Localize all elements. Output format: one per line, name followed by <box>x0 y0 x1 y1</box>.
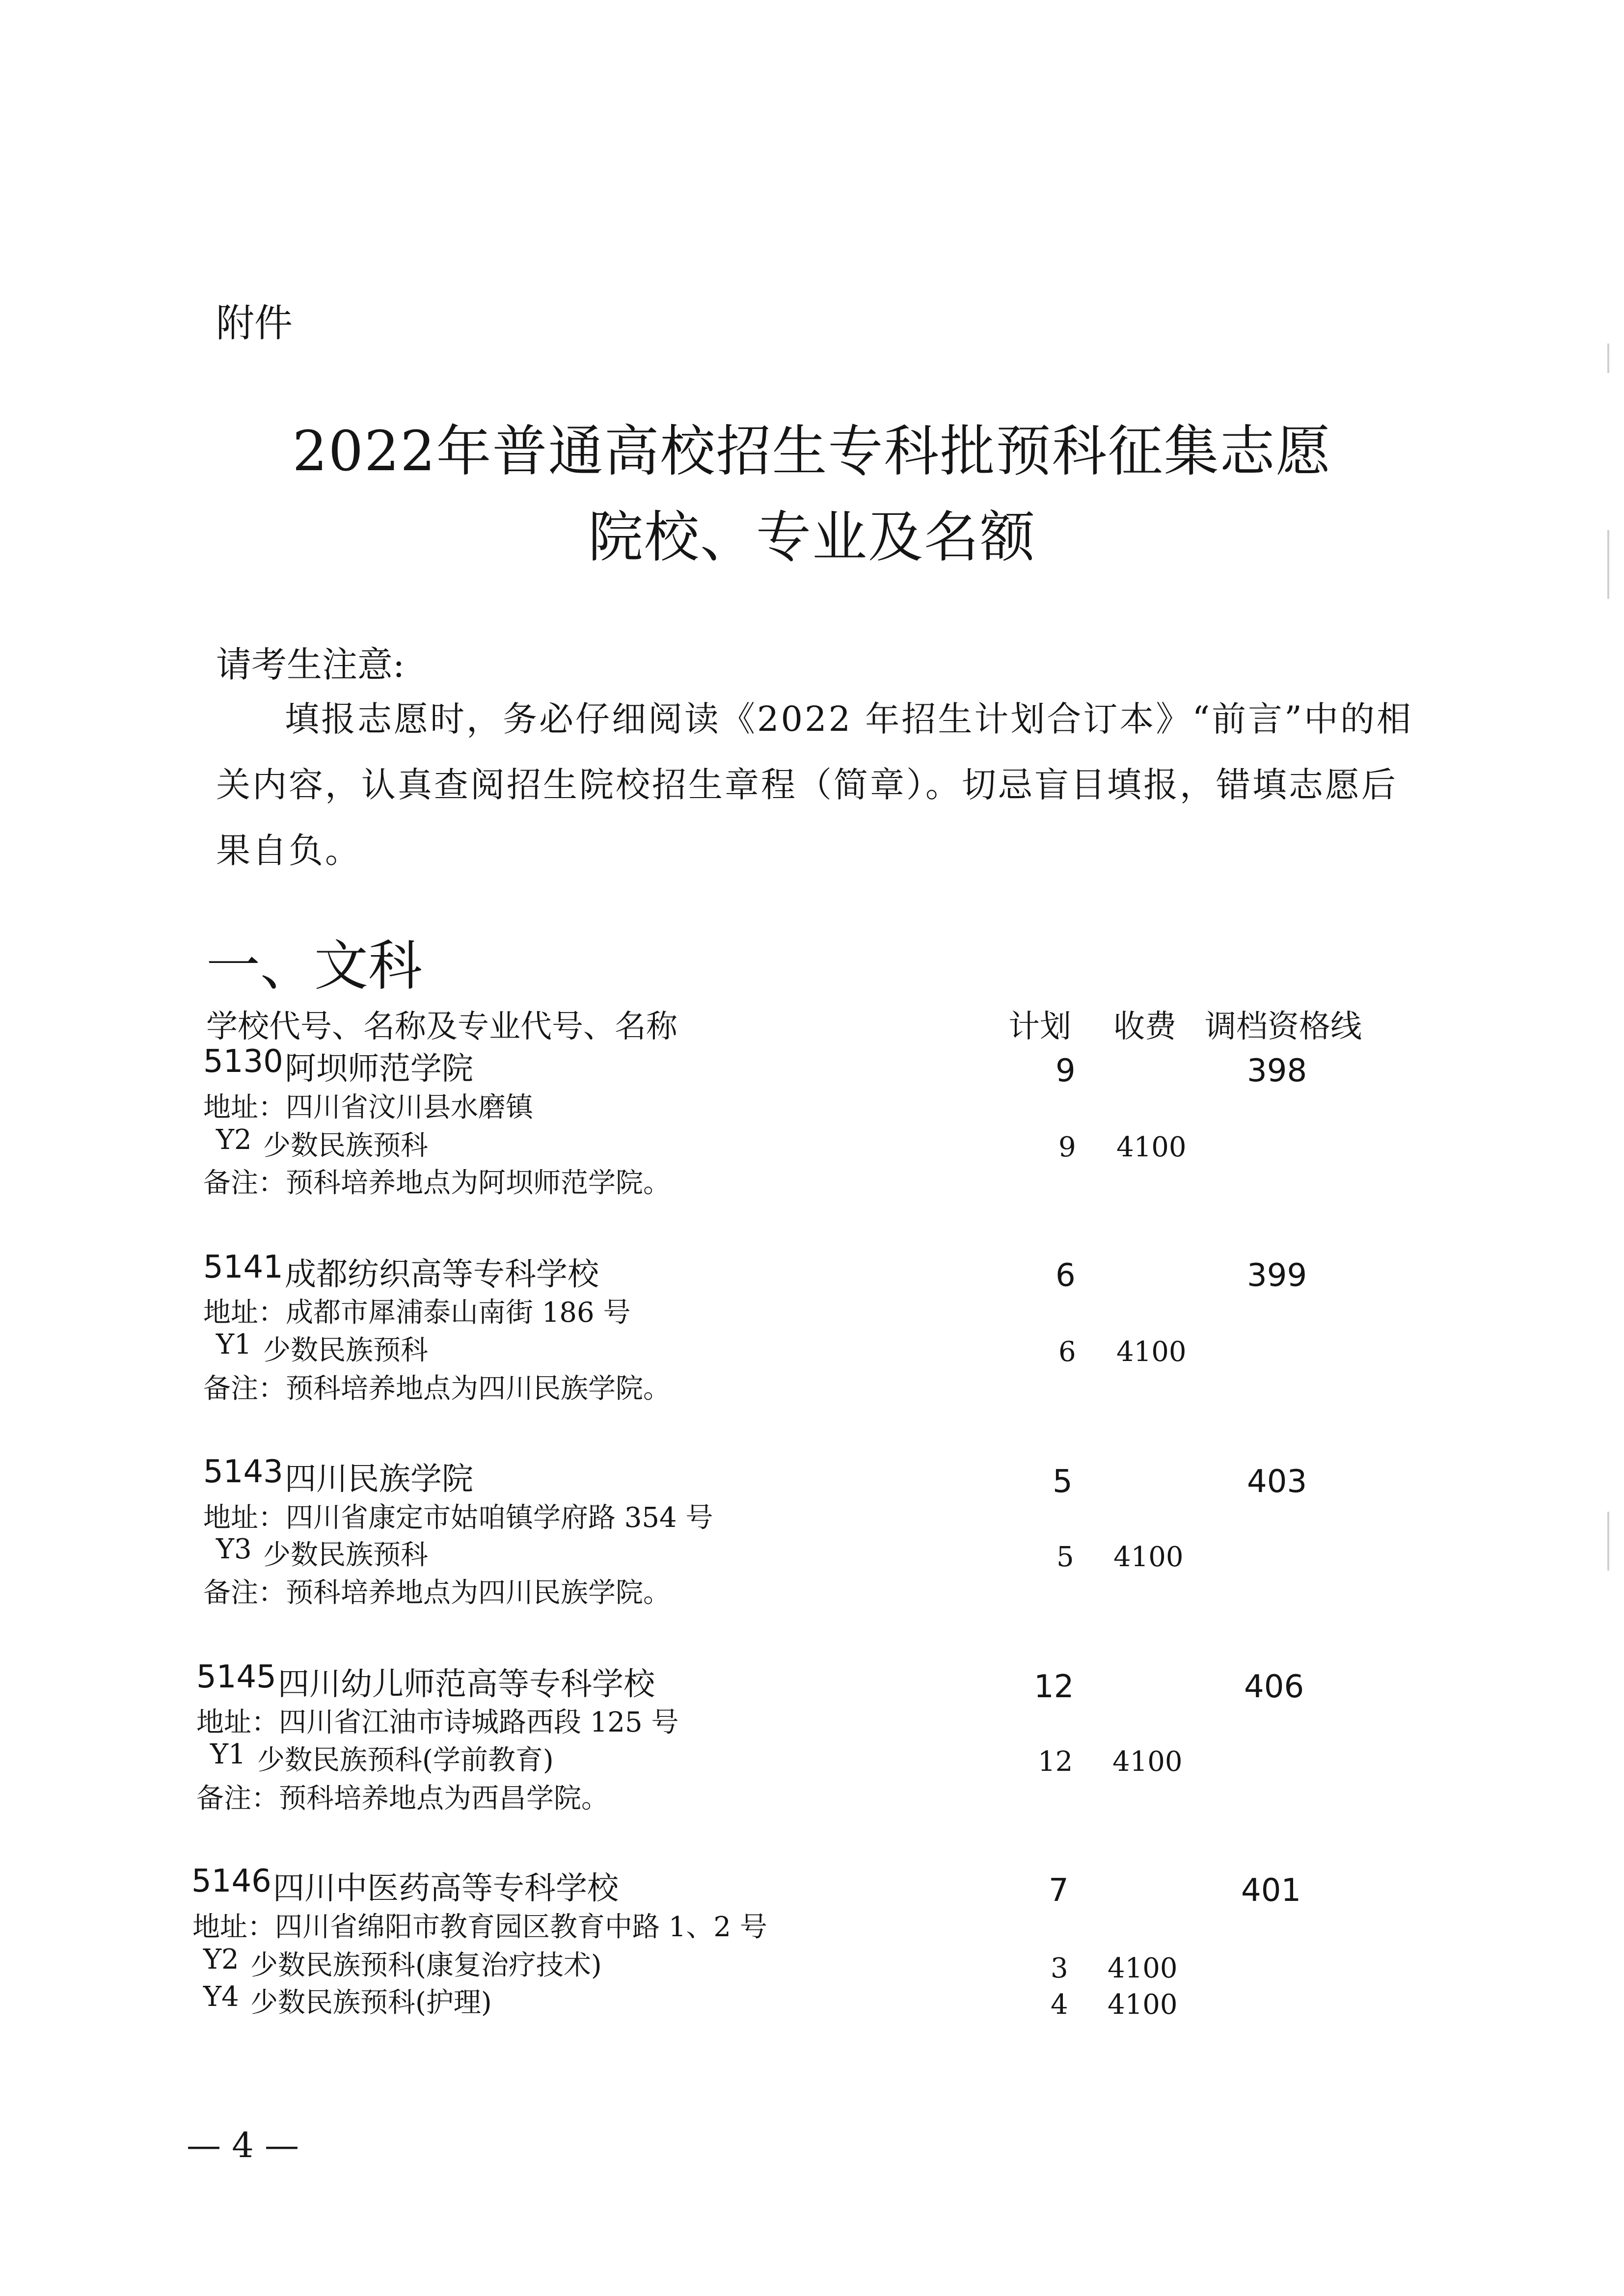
major-plan: 9 <box>1058 1131 1076 1163</box>
school-plan: 7 <box>1049 1872 1069 1909</box>
school-remark: 备注：预科培养地点为四川民族学院。 <box>203 1373 671 1405</box>
major-plan: 6 <box>1058 1336 1076 1368</box>
major-name: 少数民族预科 <box>263 1539 428 1571</box>
major-code: Y1 <box>210 1738 246 1770</box>
page-title-line-1: 2022年普通高校招生专科批预科征集志愿 <box>292 420 1332 483</box>
school-threshold: 403 <box>1247 1464 1307 1500</box>
scan-edge-mark <box>1607 344 1609 373</box>
scan-edge-mark <box>1607 1512 1609 1571</box>
attachment-label: 附件 <box>216 301 293 346</box>
major-plan: 3 <box>1051 1952 1068 1984</box>
page-title-line-2: 院校、专业及名额 <box>588 506 1036 569</box>
school-name: 四川幼儿师范高等专科学校 <box>278 1666 655 1703</box>
school-address: 地址：四川省绵阳市教育园区教育中路 1、2 号 <box>192 1911 767 1943</box>
notice-heading: 请考生注意: <box>216 644 405 685</box>
notice-body: 填报志愿时，务必仔细阅读《2022 年招生计划合订本》“前言”中的相关内容，认真查阅招生院校招生章程（简章）。切忌盲目填报，错填志愿后果自负。 <box>216 699 1413 871</box>
major-code: Y4 <box>203 1981 239 2013</box>
school-code: 5130 <box>203 1043 283 1080</box>
major-name: 少数民族预科 <box>263 1335 428 1366</box>
school-address: 地址：四川省江油市诗城路西段 125 号 <box>196 1707 679 1738</box>
column-header-plan: 计划 <box>1008 1009 1071 1045</box>
major-name: 少数民族预科(学前教育) <box>257 1744 554 1776</box>
major-plan: 12 <box>1038 1746 1073 1778</box>
school-code: 5143 <box>203 1454 283 1490</box>
major-fee: 4100 <box>1112 1746 1183 1778</box>
school-name: 成都纺织高等专科学校 <box>285 1256 599 1293</box>
school-remark: 备注：预科培养地点为西昌学院。 <box>196 1783 609 1815</box>
major-plan: 5 <box>1056 1541 1074 1573</box>
school-plan: 9 <box>1056 1053 1076 1089</box>
school-address: 地址：四川省汶川县水磨镇 <box>203 1092 533 1123</box>
school-address: 地址：成都市犀浦泰山南街 186 号 <box>203 1297 631 1329</box>
school-code: 5145 <box>196 1659 276 1695</box>
school-threshold: 406 <box>1244 1669 1304 1705</box>
column-header-name: 学校代号、名称及专业代号、名称 <box>206 1009 677 1045</box>
major-fee: 4100 <box>1108 1989 1178 2021</box>
column-header-fee: 收费 <box>1113 1009 1176 1045</box>
column-header-threshold: 调档资格线 <box>1205 1009 1362 1045</box>
page-number: — 4 — <box>187 2125 299 2165</box>
school-name: 四川民族学院 <box>285 1461 473 1497</box>
major-code: Y2 <box>203 1944 239 1976</box>
school-remark: 备注：预科培养地点为四川民族学院。 <box>203 1577 671 1609</box>
section-title: 一、文科 <box>206 934 422 997</box>
school-code: 5141 <box>203 1249 283 1285</box>
major-name: 少数民族预科(康复治疗技术) <box>250 1949 602 1981</box>
school-name: 阿坝师范学院 <box>285 1051 473 1087</box>
major-code: Y2 <box>216 1124 252 1156</box>
major-fee: 4100 <box>1116 1336 1187 1368</box>
major-fee: 4100 <box>1108 1952 1178 1984</box>
school-plan: 6 <box>1056 1257 1076 1294</box>
school-plan: 12 <box>1034 1669 1074 1705</box>
major-plan: 4 <box>1051 1989 1068 2021</box>
school-threshold: 398 <box>1247 1053 1307 1089</box>
major-code: Y1 <box>216 1329 252 1361</box>
school-address: 地址：四川省康定市姑咱镇学府路 354 号 <box>203 1502 713 1534</box>
school-plan: 5 <box>1053 1464 1073 1500</box>
major-fee: 4100 <box>1113 1541 1184 1573</box>
school-threshold: 401 <box>1241 1872 1301 1909</box>
major-fee: 4100 <box>1116 1131 1187 1163</box>
school-name: 四川中医药高等专科学校 <box>273 1870 619 1907</box>
school-remark: 备注：预科培养地点为阿坝师范学院。 <box>203 1167 671 1199</box>
school-code: 5146 <box>191 1863 271 1899</box>
school-threshold: 399 <box>1247 1257 1307 1294</box>
major-code: Y3 <box>216 1533 252 1565</box>
major-name: 少数民族预科(护理) <box>250 1987 492 2019</box>
major-name: 少数民族预科 <box>263 1130 428 1162</box>
